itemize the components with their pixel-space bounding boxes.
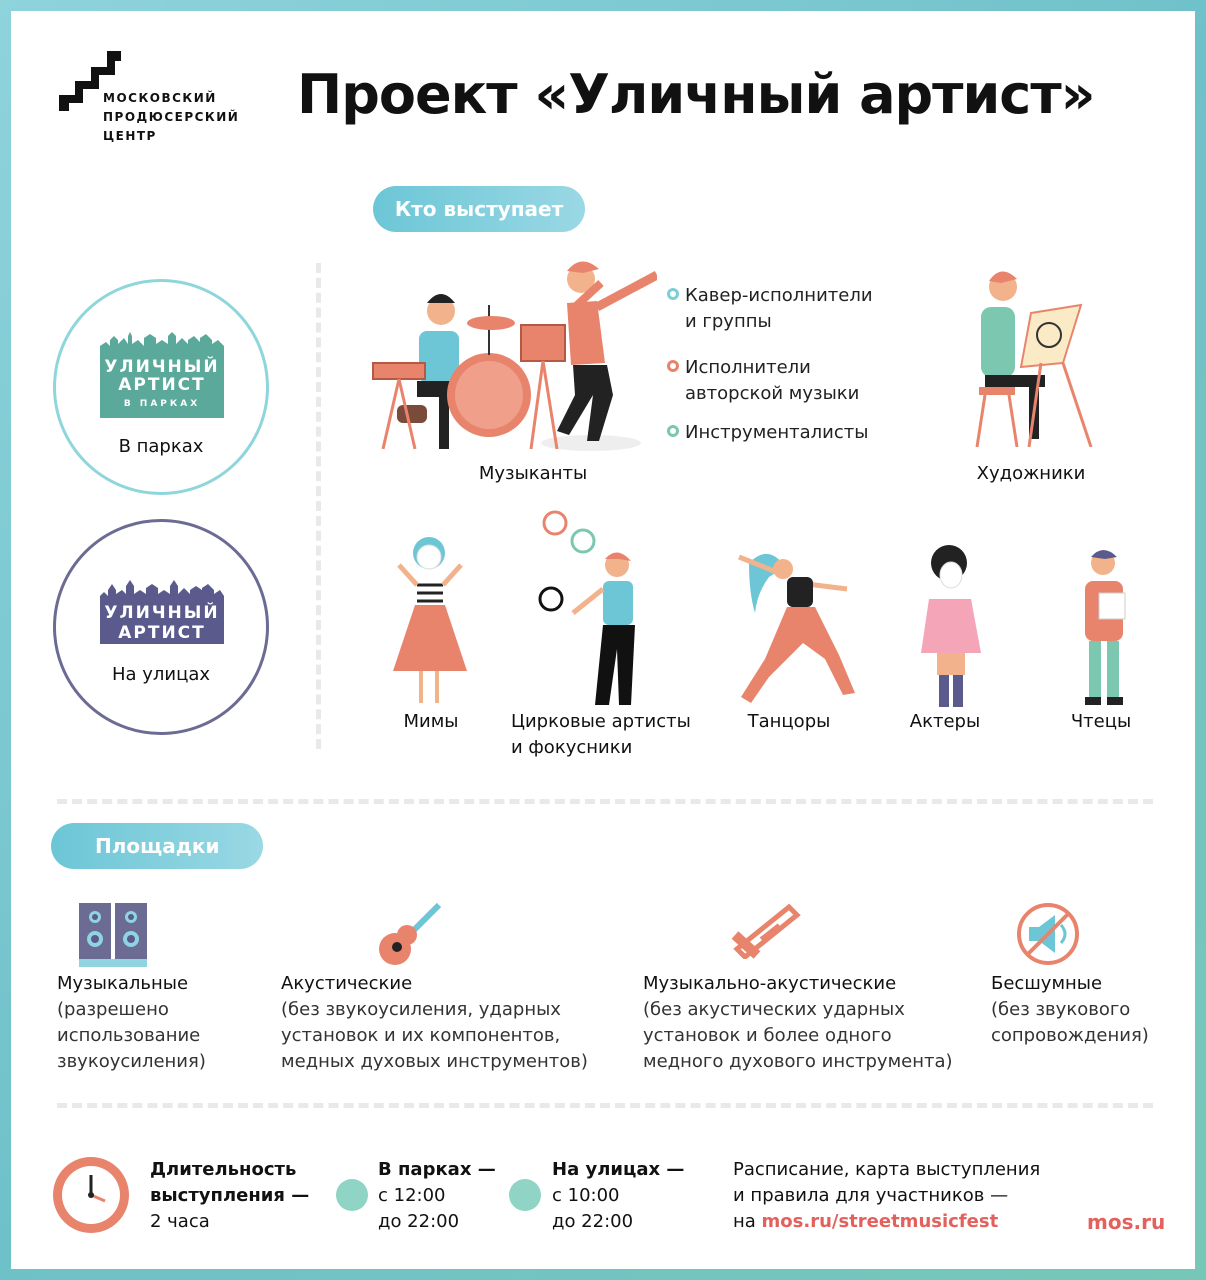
parks-badge xyxy=(100,354,224,418)
infographic xyxy=(11,11,1195,1269)
guitar-icon xyxy=(375,899,445,967)
musicians-caption: Музыканты xyxy=(478,463,588,484)
info-line: Расписание, карта выступления xyxy=(733,1159,1041,1180)
venue-title: Акустические xyxy=(281,973,413,994)
musician-type-label: Инструменталисты xyxy=(685,422,869,443)
hours-line: В парках — xyxy=(378,1159,496,1180)
venue-desc-line: медных духовых инструментов) xyxy=(281,1051,588,1072)
info-prefix: на xyxy=(733,1211,762,1232)
vertical-divider xyxy=(316,263,321,749)
musicians-illustration-icon xyxy=(361,245,657,455)
section-divider xyxy=(57,1103,1153,1108)
no-sound-icon xyxy=(1015,901,1081,967)
streetmusicfest-link[interactable]: mos.ru/streetmusicfest xyxy=(761,1211,999,1232)
venue-acoustic xyxy=(281,971,611,1075)
caption-line: Танцоры xyxy=(747,711,831,732)
musician-type-label: и группы xyxy=(685,311,772,332)
clock-icon xyxy=(51,1155,131,1235)
artists-caption: Художники xyxy=(976,463,1086,484)
venue-title: Музыкально-акустические xyxy=(643,973,897,994)
caption-line: Актеры xyxy=(909,711,981,732)
venue-silent xyxy=(991,971,1191,1049)
venue-desc-line: (разрешено xyxy=(57,999,169,1020)
venue-desc-line: (без акустических ударных xyxy=(643,999,905,1020)
row2-caption xyxy=(739,709,839,735)
green-dot-icon xyxy=(336,1179,368,1211)
badge-line: АРТИСТ xyxy=(118,623,206,643)
hours-line: до 22:00 xyxy=(378,1211,460,1232)
venue-desc-line: установок и их компонентов, xyxy=(281,1025,561,1046)
city-skyline-icon xyxy=(100,580,224,604)
venue-desc-line: звукоусиления) xyxy=(57,1051,206,1072)
musician-type-item xyxy=(667,283,873,335)
reader-illustration-icon xyxy=(1069,545,1137,707)
park-skyline-icon xyxy=(100,332,224,356)
trombone-icon xyxy=(731,899,801,959)
dancer-illustration-icon xyxy=(729,543,857,711)
badge-line: УЛИЧНЫЙ xyxy=(104,603,220,623)
venue-desc-line: (без звукоусиления, ударных xyxy=(281,999,561,1020)
musician-type-label: Исполнители xyxy=(685,357,811,378)
section-divider xyxy=(57,799,1153,804)
venue-desc-line: сопровождения) xyxy=(991,1025,1149,1046)
venue-desc-line: установок и более одного xyxy=(643,1025,892,1046)
duration-line: 2 часа xyxy=(150,1211,210,1232)
teal-ring-icon xyxy=(667,288,679,300)
schedule-info xyxy=(733,1157,1040,1235)
parks-hours xyxy=(378,1157,496,1235)
row2-caption xyxy=(381,709,481,735)
coral-ring-icon xyxy=(667,360,679,372)
caption-line: и фокусники xyxy=(511,737,633,758)
performers-pill: Кто выступает xyxy=(373,186,585,232)
juggler-illustration-icon xyxy=(537,509,647,705)
badge-line: В ПАРКАХ xyxy=(123,399,201,409)
musician-type-item xyxy=(667,355,859,407)
musician-type-item xyxy=(667,420,868,446)
green-ring-icon xyxy=(667,425,679,437)
duration-text xyxy=(150,1157,309,1235)
mos-ru-brand[interactable]: mos.ru xyxy=(1087,1210,1166,1234)
actor-illustration-icon xyxy=(915,541,987,707)
row2-caption xyxy=(511,709,701,761)
duration-line: выступления — xyxy=(150,1185,310,1206)
row2-caption xyxy=(895,709,995,735)
duration-line: Длительность xyxy=(150,1159,297,1180)
mime-illustration-icon xyxy=(391,531,471,703)
venue-title: Бесшумные xyxy=(991,973,1103,994)
badge-line: УЛИЧНЫЙ xyxy=(104,357,220,377)
parks-format-circle xyxy=(53,279,269,495)
info-line: и правила для участников — xyxy=(733,1185,1009,1206)
green-dot-icon xyxy=(509,1179,541,1211)
streets-format-label: На улицах xyxy=(111,664,211,685)
logo-line: ЦЕНТР xyxy=(103,129,157,143)
speakers-icon xyxy=(79,903,147,967)
streets-hours xyxy=(552,1157,684,1235)
painter-illustration-icon xyxy=(971,263,1097,447)
venue-musical-acoustic xyxy=(643,971,973,1075)
venue-title: Музыкальные xyxy=(57,973,189,994)
row2-caption xyxy=(1051,709,1151,735)
caption-line: Мимы xyxy=(403,711,459,732)
hours-line: На улицах — xyxy=(552,1159,685,1180)
venue-musical xyxy=(57,971,277,1075)
hours-line: с 10:00 xyxy=(552,1185,620,1206)
streets-badge xyxy=(100,602,224,644)
parks-format-label: В парках xyxy=(118,436,204,457)
venue-desc-line: использование xyxy=(57,1025,201,1046)
logo-line: ПРОДЮСЕРСКИЙ xyxy=(103,110,240,124)
producer-center-logo xyxy=(103,89,239,146)
streets-format-circle xyxy=(53,519,269,735)
badge-line: АРТИСТ xyxy=(118,375,206,395)
page-title: Проект «Уличный артист» xyxy=(297,63,1095,126)
hours-line: с 12:00 xyxy=(378,1185,446,1206)
venue-desc-line: медного духового инструмента) xyxy=(643,1051,953,1072)
logo-line: МОСКОВСКИЙ xyxy=(103,91,217,105)
musician-type-label: Кавер-исполнители xyxy=(685,285,873,306)
caption-line: Чтецы xyxy=(1070,711,1132,732)
venue-desc-line: (без звукового xyxy=(991,999,1131,1020)
musician-type-label: авторской музыки xyxy=(685,383,860,404)
caption-line: Цирковые артисты xyxy=(511,711,691,732)
hours-line: до 22:00 xyxy=(552,1211,634,1232)
venues-pill: Площадки xyxy=(51,823,263,869)
